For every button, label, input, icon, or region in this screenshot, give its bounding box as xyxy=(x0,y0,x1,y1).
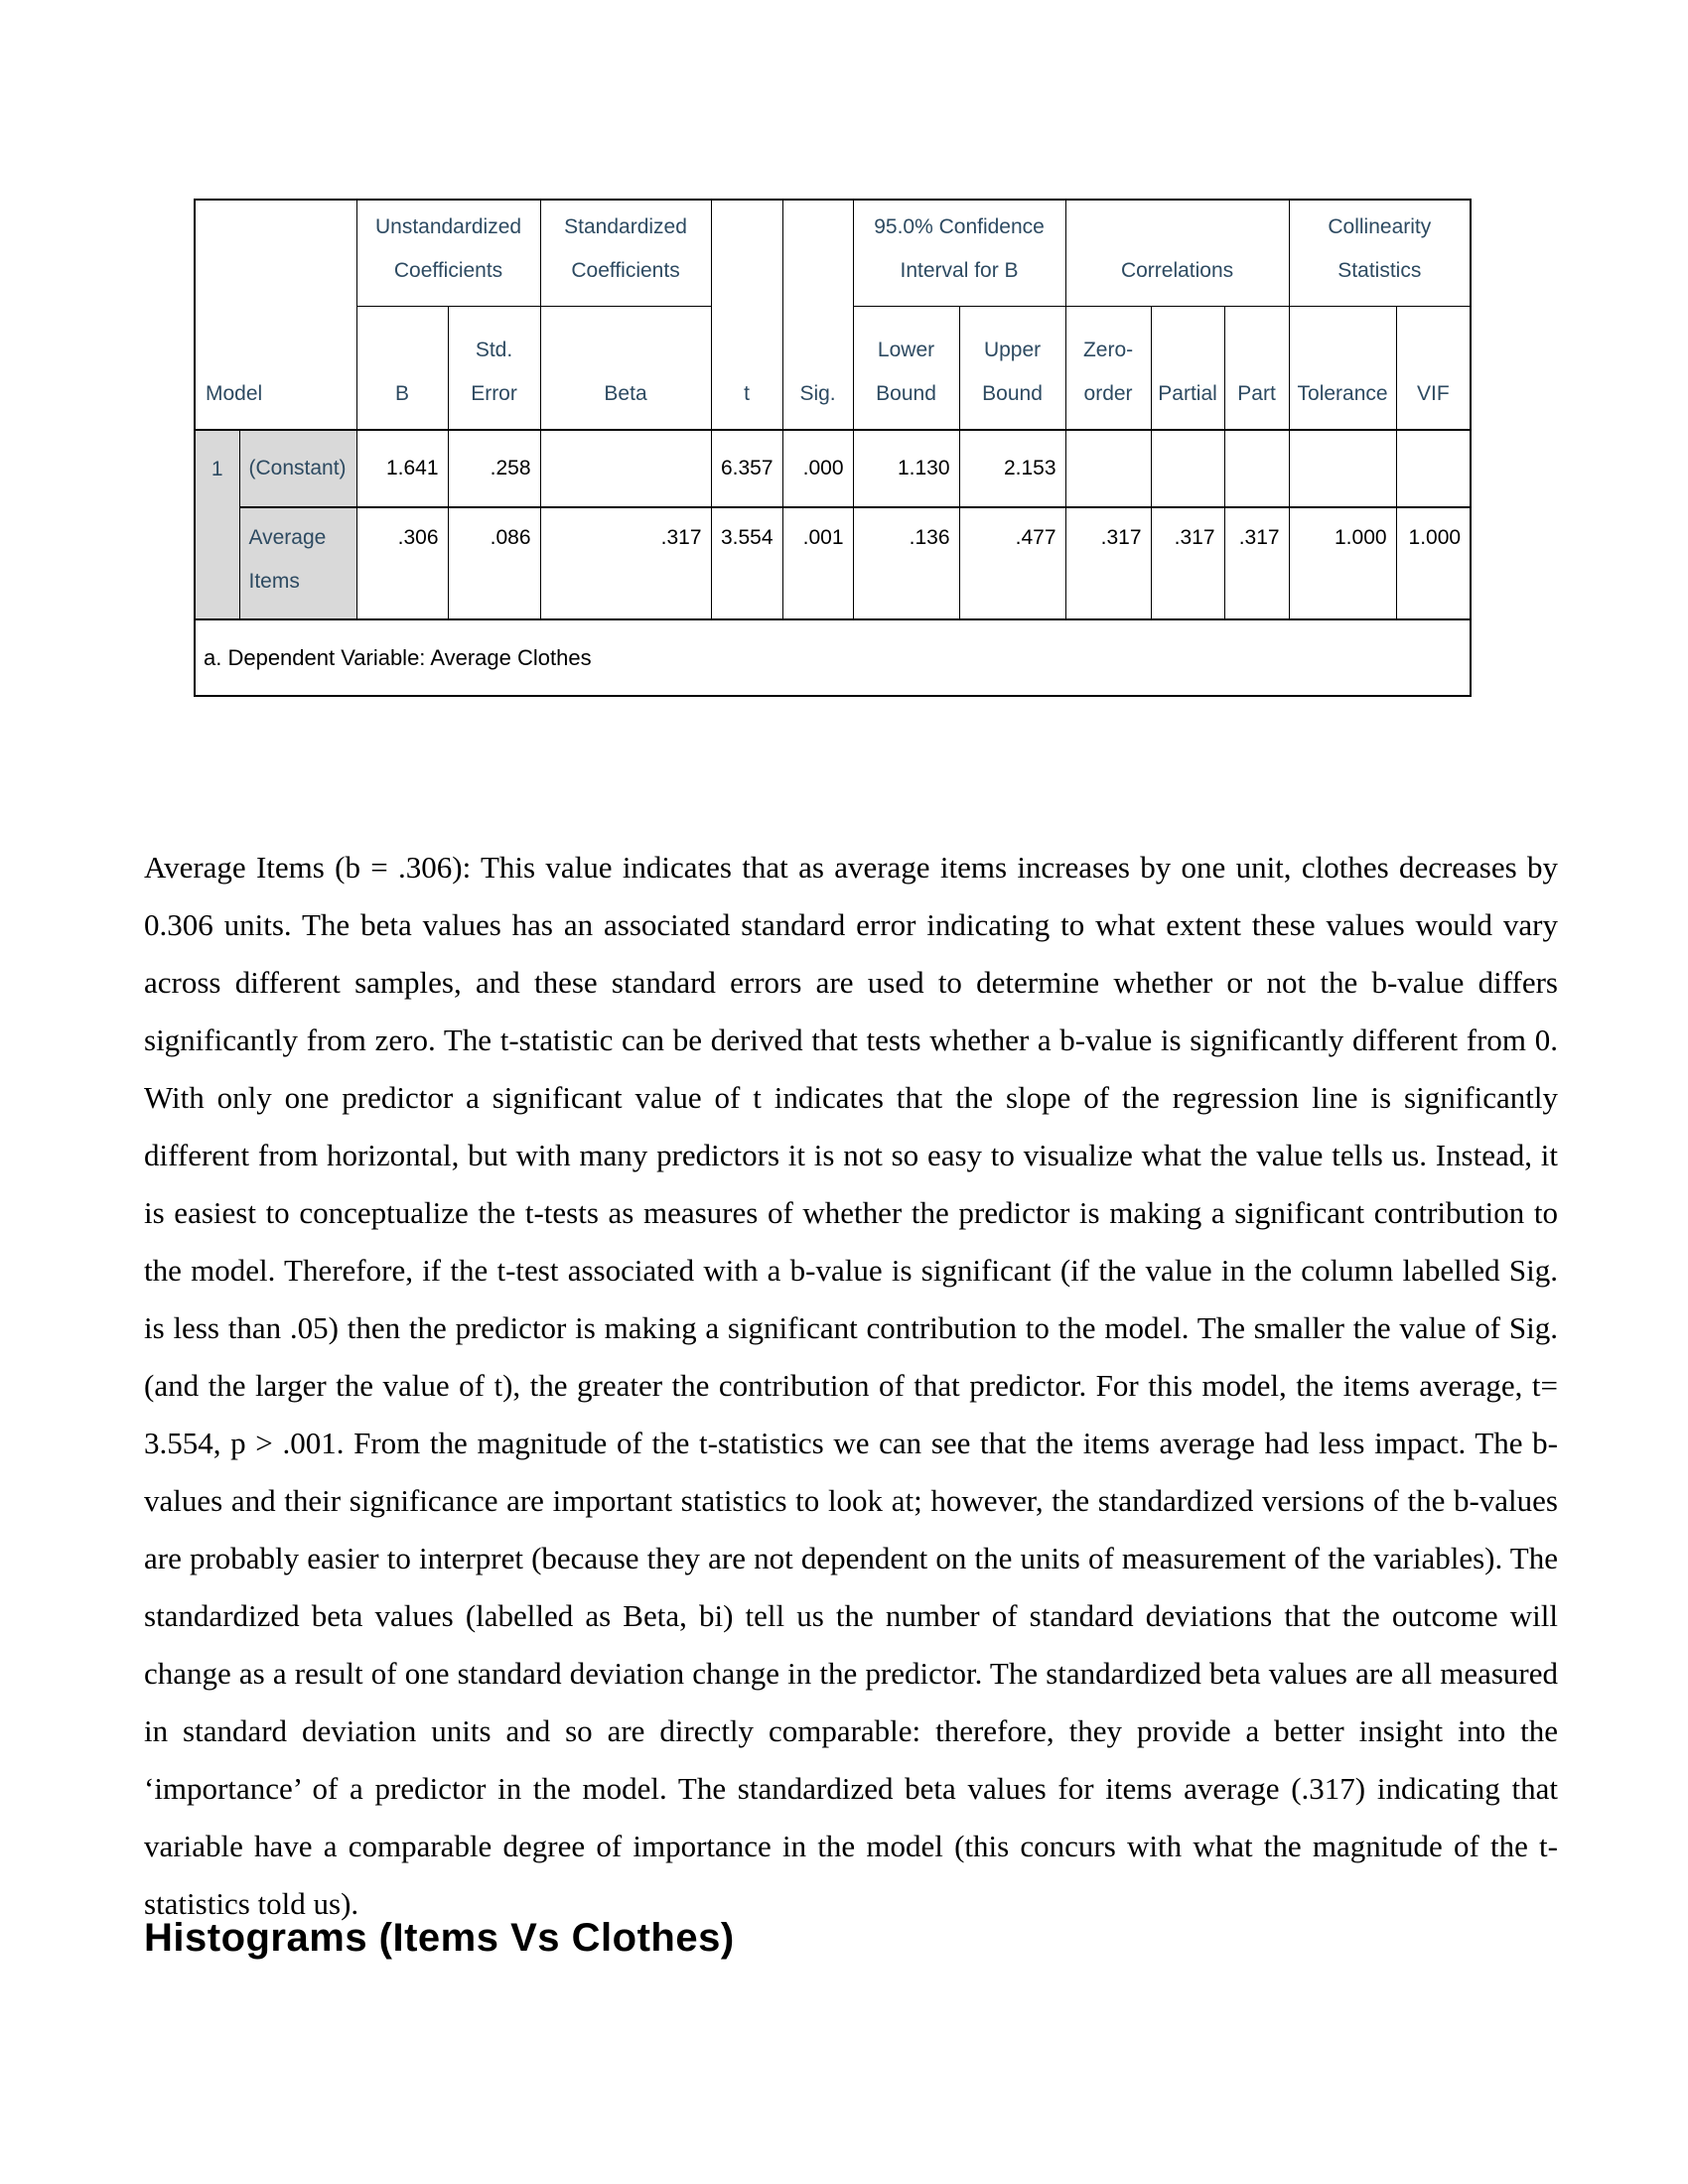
cell-vif: 1.000 xyxy=(1396,507,1471,619)
col-header-t: t xyxy=(711,200,782,430)
cell-b: .306 xyxy=(356,507,448,619)
table-footnote-row xyxy=(195,619,1471,696)
cell-beta: .317 xyxy=(540,507,711,619)
cell-partial xyxy=(1151,430,1224,507)
table-row-average-items xyxy=(195,507,1471,619)
cell-lower-bound: .136 xyxy=(853,507,959,619)
cell-sig: .000 xyxy=(782,430,853,507)
group-header-collinearity: Collinearity Statistics xyxy=(1289,200,1471,306)
cell-upper-bound: 2.153 xyxy=(959,430,1065,507)
col-header-b: B xyxy=(356,306,448,430)
cell-sig: .001 xyxy=(782,507,853,619)
cell-tolerance: 1.000 xyxy=(1289,507,1396,619)
col-header-std-error: Std. Error xyxy=(448,306,540,430)
cell-tolerance xyxy=(1289,430,1396,507)
group-header-row xyxy=(195,200,1471,306)
cell-zero-order xyxy=(1065,430,1151,507)
cell-vif xyxy=(1396,430,1471,507)
col-header-part: Part xyxy=(1224,306,1289,430)
group-header-unstandardized: Unstandardized Coefficients xyxy=(356,200,540,306)
cell-std-error: .086 xyxy=(448,507,540,619)
cell-zero-order: .317 xyxy=(1065,507,1151,619)
col-header-tolerance: Tolerance xyxy=(1289,306,1396,430)
col-header-zero-order: Zero-order xyxy=(1065,306,1151,430)
cell-part xyxy=(1224,430,1289,507)
col-header-lower-bound: Lower Bound xyxy=(853,306,959,430)
row-label-average-items: Average Items xyxy=(239,507,356,619)
cell-partial: .317 xyxy=(1151,507,1224,619)
cell-t: 6.357 xyxy=(711,430,782,507)
group-header-standardized: Standardized Coefficients xyxy=(540,200,711,306)
table-row-constant xyxy=(195,430,1471,507)
coefficients-table xyxy=(194,199,1472,697)
cell-lower-bound: 1.130 xyxy=(853,430,959,507)
cell-beta xyxy=(540,430,711,507)
group-header-confidence-interval: 95.0% Confidence Interval for B xyxy=(853,200,1065,306)
cell-b: 1.641 xyxy=(356,430,448,507)
coefficients-table-container xyxy=(194,199,1472,697)
cell-part: .317 xyxy=(1224,507,1289,619)
cell-std-error: .258 xyxy=(448,430,540,507)
col-header-partial: Partial xyxy=(1151,306,1224,430)
model-number-cell: 1 xyxy=(195,430,239,619)
cell-t: 3.554 xyxy=(711,507,782,619)
row-label-constant: (Constant) xyxy=(239,430,356,507)
cell-upper-bound: .477 xyxy=(959,507,1065,619)
col-header-sig: Sig. xyxy=(782,200,853,430)
body-paragraph: Average Items (b = .306): This value indicates that as average items increases by one unit, clothes decreases by 0.306 units. The beta values has an associated standard error indicating to what extent these values would vary across different samples, and these standard errors are used to determine whether or not the b-value differs significantly from zero. The t-statistic can be derived that tests whether a b-value is significantly different from 0. With only one predictor a significant value of t indicates that the slope of the regression line is significantly different from horizontal, but with many predictors it is not so easy to visualize what the value tells us. Instead, it is easiest to conceptualize the t-tests as measures of whether the predictor is making a significant contribution to the model. Therefore, if the t-test associated with a b-value is significant (if the value in the column labelled Sig. is less than .05) then the predictor is making a significant contribution to the model. The smaller the value of Sig. (and the larger the value of t), the greater the contribution of that predictor. For this model, the items average, t= 3.554, p > .001. From the magnitude of the t-statistics we can see that the items average had less impact. The b-values and their significance are important statistics to look at; however, the standardized versions of the b-values are probably easier to interpret (because they are not dependent on the units of measurement of the variables). The standardized beta values (labelled as Beta, bi) tell us the number of standard deviations that the outcome will change as a result of one standard deviation change in the predictor. The standardized beta values are all measured in standard deviation units and so are directly comparable: therefore, they provide a better insight into the ‘importance’ of a predictor in the model. The standardized beta values for items average (.317) indicating that variable have a comparable degree of importance in the model (this concurs with what the magnitude of the t-statistics told us). xyxy=(144,850,1558,1921)
col-header-beta: Beta xyxy=(540,306,711,430)
col-header-upper-bound: Upper Bound xyxy=(959,306,1065,430)
col-header-vif: VIF xyxy=(1396,306,1471,430)
section-heading: Histograms (Items Vs Clothes) xyxy=(144,1916,735,1960)
table-footnote: a. Dependent Variable: Average Clothes xyxy=(195,619,1471,696)
group-header-correlations: Correlations xyxy=(1065,200,1289,306)
col-header-model: Model xyxy=(195,200,356,430)
